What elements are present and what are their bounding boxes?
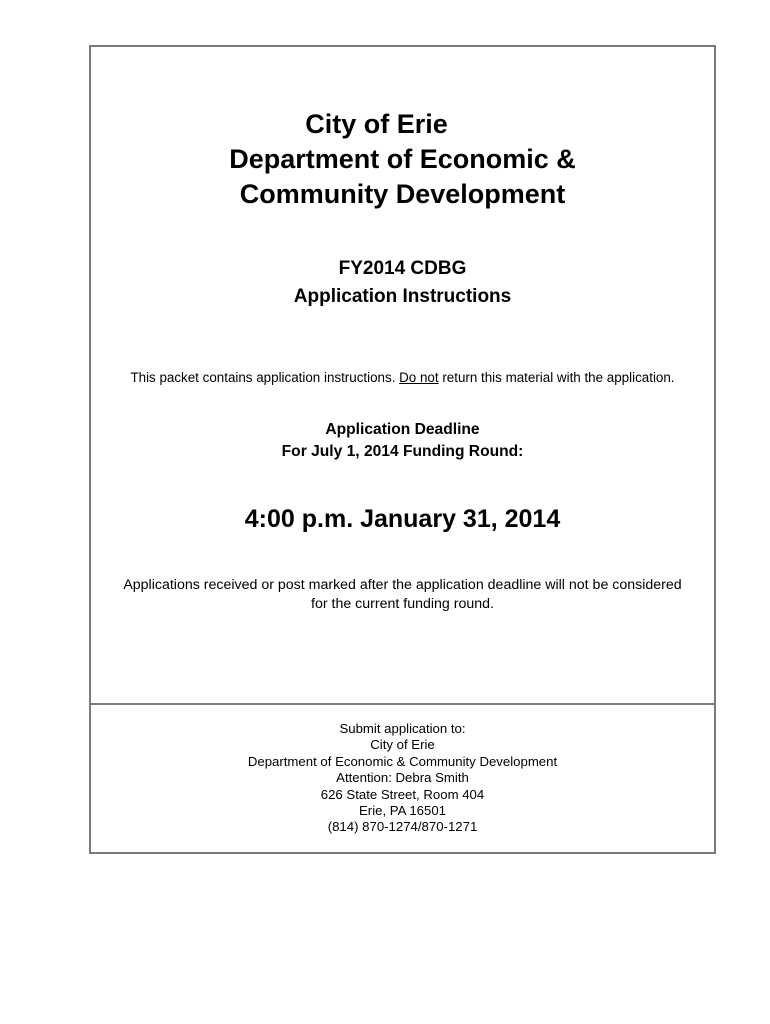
submit-department: Department of Economic & Community Development — [247, 754, 558, 769]
submit-city-state-zip: Erie, PA 16501 — [359, 803, 446, 818]
deadline-heading-2: For July 1, 2014 Funding Round: — [281, 443, 524, 460]
deadline-heading-1: Application Deadline — [325, 421, 480, 438]
title-line-1: City of Erie — [305, 109, 448, 139]
section-divider — [91, 703, 714, 705]
deadline-datetime: 4:00 p.m. January 31, 2014 — [244, 505, 561, 533]
subtitle-line-1: FY2014 CDBG — [338, 258, 467, 279]
document-frame — [89, 45, 716, 854]
notice-suffix: return this material with the application. — [438, 370, 675, 385]
title-line-2: Department of Economic & — [229, 144, 576, 174]
notice-emphasis: Do not — [399, 370, 439, 385]
notice-prefix: This packet contains application instructions. — [130, 370, 400, 385]
deadline-warning-1: Applications received or post marked after the application deadline will not be considered — [123, 577, 682, 593]
submit-heading: Submit application to: — [339, 721, 466, 736]
submit-attention: Attention: Debra Smith — [336, 770, 469, 785]
deadline-warning-2: for the current funding round. — [311, 596, 494, 612]
subtitle-line-2: Application Instructions — [293, 286, 512, 307]
submit-phone: (814) 870-1274/870-1271 — [327, 819, 478, 834]
title-line-3: Community Development — [239, 179, 566, 209]
notice-text — [91, 370, 714, 386]
submit-city: City of Erie — [370, 737, 435, 752]
submit-street: 626 State Street, Room 404 — [320, 787, 485, 802]
